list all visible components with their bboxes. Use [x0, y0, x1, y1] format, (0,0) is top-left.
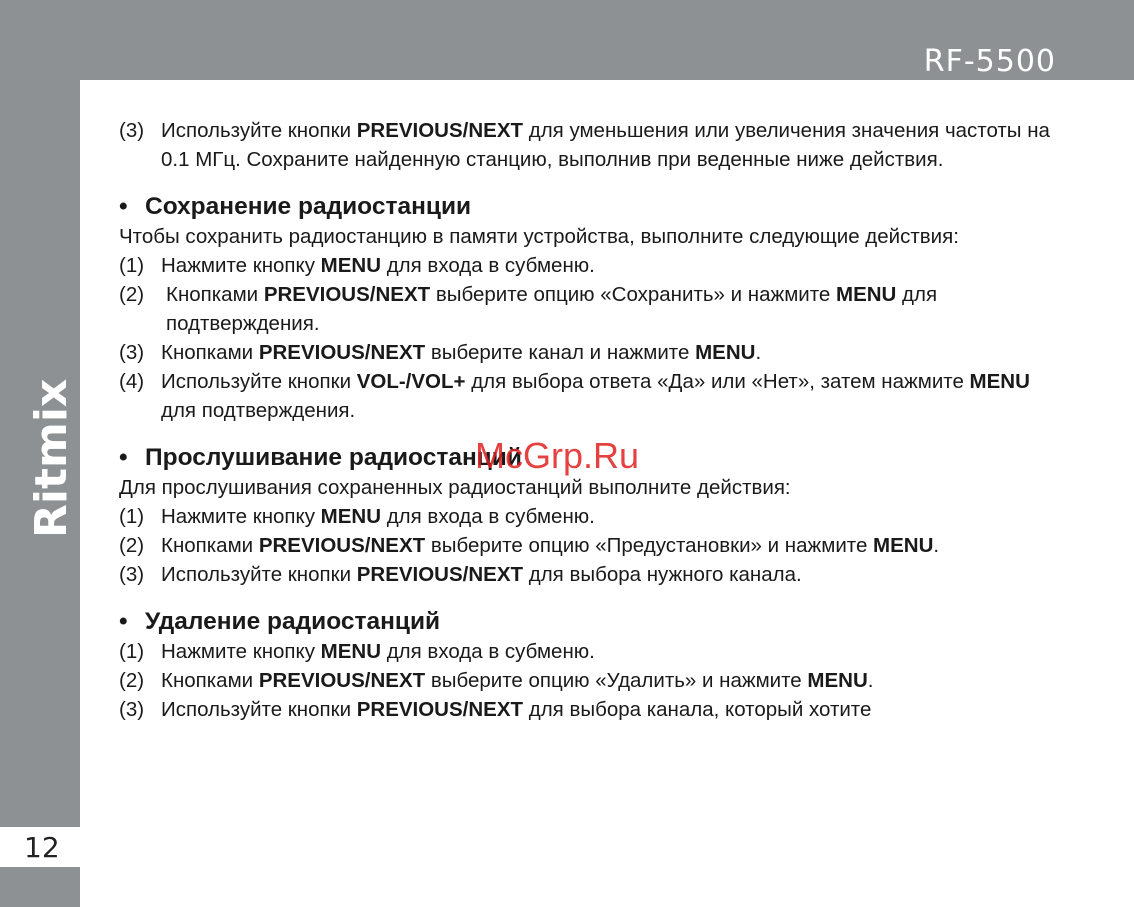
- text: Используйте кнопки: [161, 698, 357, 721]
- section-heading-delete: [119, 607, 1069, 637]
- text: Кнопками: [161, 669, 259, 692]
- text: для уменьшения или увеличения значения частоты на 0.1 МГц. Сохраните найденную станцию, выполнив при веденные ниже действия.: [161, 119, 1050, 171]
- button-name: PREVIOUS/NEXT: [258, 341, 426, 364]
- step-text: [161, 367, 1069, 425]
- bullet: •: [119, 193, 128, 220]
- text: выберите канал и нажмите: [425, 341, 696, 364]
- button-name: MENU: [320, 254, 382, 277]
- text: Используйте кнопки: [161, 119, 357, 142]
- button-name: PREVIOUS/NEXT: [356, 563, 524, 586]
- text: Используйте кнопки: [161, 370, 357, 393]
- page-number: 12: [24, 831, 60, 864]
- button-name: PREVIOUS/NEXT: [258, 669, 426, 692]
- text: Кнопками: [161, 341, 259, 364]
- step-text: [161, 695, 1069, 724]
- button-name: MENU: [873, 534, 934, 557]
- step-number: (2): [119, 669, 145, 692]
- step-number: (3): [119, 119, 145, 142]
- list-item: [119, 280, 1069, 338]
- text: выберите опцию «Сохранить» и нажмите: [430, 283, 836, 306]
- text: для выбора канала, который хотите: [523, 698, 872, 721]
- list-item: [119, 531, 1069, 560]
- step-number: (4): [119, 370, 145, 393]
- text: для входа в субменю.: [381, 640, 595, 663]
- list-item: [119, 695, 1069, 724]
- list-item: [119, 502, 1069, 531]
- list-item: [119, 251, 1069, 280]
- step-text: [161, 560, 1069, 589]
- text: для выбора нужного канала.: [523, 563, 802, 586]
- section-heading-save: [119, 192, 1069, 222]
- text: Кнопками: [166, 283, 264, 306]
- step-number: (3): [119, 698, 145, 721]
- step-text: [166, 280, 1069, 338]
- text: .: [933, 534, 940, 557]
- list-item: [119, 666, 1069, 695]
- section-lead: Чтобы сохранить радиостанцию в памяти устройства, выполните следующие действия:: [119, 225, 959, 248]
- bullet: •: [119, 444, 128, 471]
- text: Используйте кнопки: [161, 563, 357, 586]
- text: для входа в субменю.: [381, 254, 595, 277]
- text: Нажмите кнопку: [161, 640, 321, 663]
- step-text: [161, 531, 1069, 560]
- section-lead: Для прослушивания сохраненных радиостанций выполните действия:: [119, 476, 791, 499]
- step-number: (1): [119, 254, 145, 277]
- page-content: [119, 116, 1069, 724]
- step-number: (1): [119, 640, 145, 663]
- step-number: (2): [119, 534, 145, 557]
- button-name: PREVIOUS/NEXT: [263, 283, 431, 306]
- model-title: RF-5500: [923, 44, 1056, 79]
- brand-logo: Ritmix: [26, 378, 77, 538]
- button-name: PREVIOUS/NEXT: [258, 534, 426, 557]
- step-text: [161, 338, 1069, 367]
- text: Нажмите кнопку: [161, 505, 321, 528]
- list-item: [119, 338, 1069, 367]
- step-text: [161, 637, 1069, 666]
- button-name: MENU: [320, 505, 382, 528]
- step-text: [161, 666, 1069, 695]
- step-number: (3): [119, 563, 145, 586]
- step-number: (2): [119, 283, 145, 306]
- list-item: [119, 637, 1069, 666]
- button-name: MENU: [320, 640, 382, 663]
- button-name: MENU: [695, 341, 756, 364]
- list-item: [119, 560, 1069, 589]
- text: выберите опцию «Предустановки» и нажмите: [425, 534, 874, 557]
- list-item: [119, 367, 1069, 425]
- heading-text: Сохранение радиостанции: [145, 193, 472, 220]
- text: для подтверждения.: [161, 399, 356, 422]
- button-name: MENU: [807, 669, 868, 692]
- bullet: •: [119, 608, 128, 635]
- step-text: [161, 502, 1069, 531]
- step-text: [161, 116, 1069, 174]
- text: для выбора ответа «Да» или «Нет», затем нажмите: [465, 370, 970, 393]
- step-number: (1): [119, 505, 145, 528]
- button-name: PREVIOUS/NEXT: [356, 119, 524, 142]
- heading-text: Прослушивание радиостанций: [145, 444, 522, 471]
- button-name: MENU: [969, 370, 1030, 393]
- heading-text: Удаление радиостанций: [145, 608, 441, 635]
- button-name: PREVIOUS/NEXT: [356, 698, 524, 721]
- text: .: [867, 669, 874, 692]
- step-number: (3): [119, 341, 145, 364]
- button-name: MENU: [836, 283, 897, 306]
- text: для подтверждения.: [166, 283, 938, 335]
- button-name: VOL-/VOL+: [356, 370, 466, 393]
- text: Нажмите кнопку: [161, 254, 321, 277]
- intro-step: [119, 116, 1069, 174]
- watermark: McGrp.Ru: [475, 435, 640, 476]
- text: для входа в субменю.: [381, 505, 595, 528]
- step-text: [161, 251, 1069, 280]
- text: .: [755, 341, 762, 364]
- text: Кнопками: [161, 534, 259, 557]
- text: выберите опцию «Удалить» и нажмите: [425, 669, 808, 692]
